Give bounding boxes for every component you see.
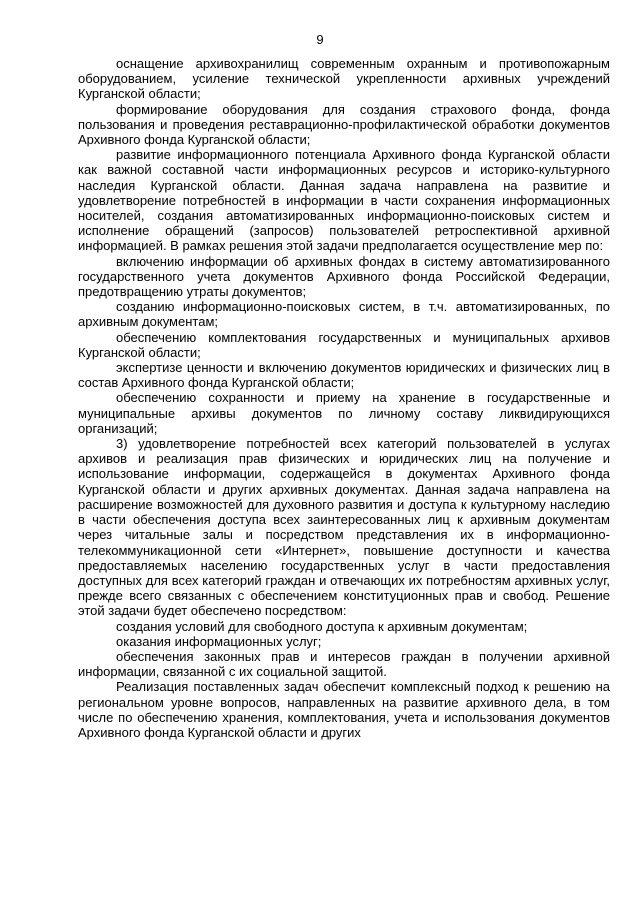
paragraph-8: обеспечению сохранности и приему на хранение в государственные и муниципальные архивы документов по личному составу ликвидирующихся организаций; [78, 390, 610, 436]
paragraph-12: обеспечения законных прав и интересов граждан в получении архивной информации, связанной с их социальной защитой. [78, 648, 610, 680]
paragraph-6: обеспечению комплектования государственных и муниципальных архивов Курганской области; [78, 329, 610, 360]
paragraph-3: развитие информационного потенциала Архивного фонда Курганской области как важной составной части информационных ресурсов и историко-культурного наследия Курганской области. Данная задача направлена на развитие и удовлетворение потребностей в информации в части сохранения информационных носителей, создания автоматизированных информационно-поисковых систем и исполнение обращений (запросов) пользователей ретроспективной архивной информацией. В рамках решения этой задачи предполагается осуществление мер по: [78, 147, 610, 254]
paragraph-4: включению информации об архивных фондах в систему автоматизированного государственного учета документов Архивного фонда Российской Федерации, предотвращению утраты документов; [78, 253, 610, 300]
document-body [78, 56, 610, 740]
paragraph-2: формирование оборудования для создания страхового фонда, фонда пользования и проведения реставрационно-профилактической обработки документов Архивного фонда Курганской области; [78, 101, 610, 148]
page-number: 9 [316, 32, 324, 47]
paragraph-13: Реализация поставленных задач обеспечит комплексный подход к решению на региональном уровне вопросов, направленных на развитие архивного дела, в том числе по обеспечению хранения, комплектования, учета и использования документов Архивного фонда Курганской области и других [78, 679, 610, 740]
paragraph-10: создания условий для свободного доступа к архивным документам; [116, 618, 528, 634]
paragraph-7: экспертизе ценности и включению документов юридических и физических лиц в состав Архивного фонда Курганской области; [78, 360, 610, 391]
paragraph-1: оснащение архивохранилищ современным охранным и противопожарным оборудованием, усиление технической укрепленности архивных учреждений Курганской области; [78, 56, 610, 102]
paragraph-5: созданию информационно-поисковых систем, в т.ч. автоматизированных, по архивным документам; [78, 299, 610, 330]
paragraph-11: оказания информационных услуг; [116, 633, 322, 649]
paragraph-9: 3) удовлетворение потребностей всех категорий пользователей в услугах архивов и реализация прав физических и юридических лиц на получение и использование информации, содержащейся в документах Архивного фонда Курганской области и других архивных документах. Данная задача направлена на расширение возможностей для духовного развития и доступа к культурному наследию в части обеспечения доступа всех заинтересованных лиц к архивным документам через читальные залы и посредством представления их в информационно-телекоммуникационной сети «Интернет», повышение доступности и качества предоставляемых населению государственных услуг в части предоставления доступных для всех категорий граждан и отвечающих их потребностям архивных услуг, прежде всего связанных с обеспечением конституционных прав и свобод. Решение этой задачи будет обеспечено посредством: [78, 436, 610, 619]
